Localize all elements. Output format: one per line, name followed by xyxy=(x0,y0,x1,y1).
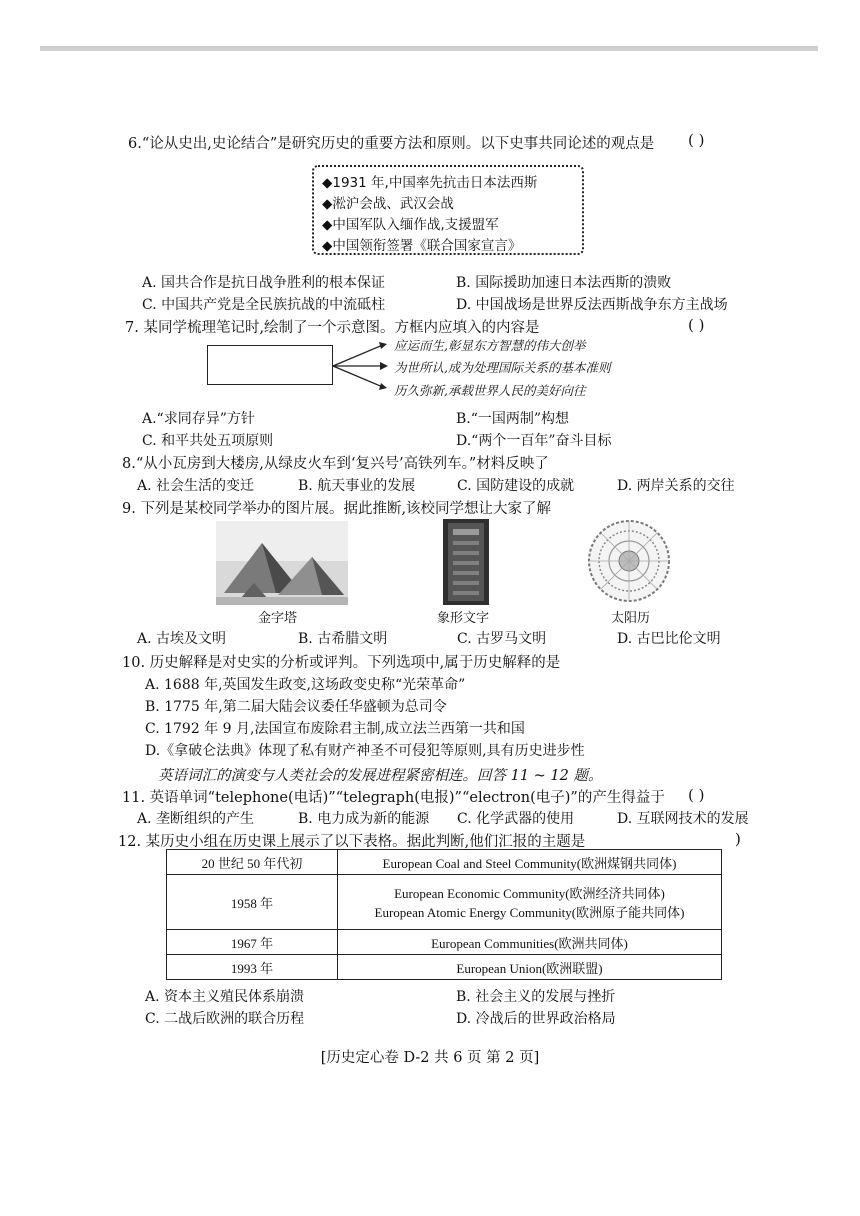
q7-branch-3: 历久弥新,承载世界人民的美好向往 xyxy=(394,383,586,398)
q7-blank-box xyxy=(207,345,333,385)
q12-option-c: C. 二战后欧洲的联合历程 xyxy=(145,1011,305,1027)
table-org-cell xyxy=(338,875,722,930)
scan-top-border xyxy=(40,46,818,51)
q6-fact-2: ◆淞沪会战、武汉会战 xyxy=(322,196,454,212)
q9-caption-hieroglyph: 象形文字 xyxy=(437,611,490,626)
page-footer: [历史定心卷 D-2 共 6 页 第 2 页] xyxy=(320,1050,540,1066)
table-year-cell: 1993 年 xyxy=(167,955,338,980)
q12-option-a: A. 资本主义殖民体系崩溃 xyxy=(145,989,305,1005)
q8-stem: 8.“从小瓦房到大楼房,从绿皮火车到‘复兴号’高铁列车。”材料反映了 xyxy=(122,456,549,472)
table-row xyxy=(167,850,722,875)
q12-option-b: B. 社会主义的发展与挫折 xyxy=(456,989,616,1005)
q6-option-b: B. 国际援助加速日本法西斯的溃败 xyxy=(456,275,672,291)
q9-stem: 9. 下列是某校同学举办的图片展。据此推断,该校同学想让大家了解 xyxy=(122,501,552,517)
table-row xyxy=(167,955,722,980)
q7-stem: 7. 某同学梳理笔记时,绘制了一个示意图。方框内应填入的内容是 xyxy=(125,320,540,336)
q10-option-b: B. 1775 年,第二届大陆会议委任华盛顿为总司令 xyxy=(145,699,447,715)
q12-stem: 12. 某历史小组在历史课上展示了以下表格。据此判断,他们汇报的主题是 xyxy=(118,834,586,850)
q10-stem: 10. 历史解释是对史实的分析或评判。下列选项中,属于历史解释的是 xyxy=(122,655,561,671)
q7-answer-paren: ( ) xyxy=(688,316,705,334)
q8-option-a: A. 社会生活的变迁 xyxy=(137,478,255,494)
q11-stem: 11. 英语单词“telephone(电话)”“telegraph(电报)”“electron(电子)”的产生得益于 xyxy=(122,790,665,806)
table-org-cell: European Coal and Steel Community(欧洲煤钢共同体) xyxy=(338,850,722,875)
q6-fact-4: ◆中国领衔签署《联合国家宣言》 xyxy=(322,238,522,254)
table-year-cell: 20 世纪 50 年代初 xyxy=(167,850,338,875)
q9-option-d: D. 古巴比伦文明 xyxy=(617,631,721,647)
q6-option-c: C. 中国共产党是全民族抗战的中流砥柱 xyxy=(142,297,386,313)
q9-option-c: C. 古罗马文明 xyxy=(457,631,547,647)
hieroglyph-stele-image xyxy=(443,519,489,605)
q12-answer-paren: ) xyxy=(735,830,741,848)
table-org-cell: European Communities(欧洲共同体) xyxy=(338,930,722,955)
q11-option-d: D. 互联网技术的发展 xyxy=(617,811,749,827)
q7-option-b: B.“一国两制”构想 xyxy=(456,411,570,427)
q11-option-c: C. 化学武器的使用 xyxy=(457,811,575,827)
q6-facts-box xyxy=(312,165,584,255)
q6-answer-paren: ( ) xyxy=(688,131,705,149)
table-org-cell: European Union(欧洲联盟) xyxy=(338,955,722,980)
q6-option-d: D. 中国战场是世界反法西斯战争东方主战场 xyxy=(456,297,728,313)
q9-caption-pyramid: 金字塔 xyxy=(258,611,298,626)
q9-option-a: A. 古埃及文明 xyxy=(137,631,227,647)
q7-branch-2: 为世所认,成为处理国际关系的基本准则 xyxy=(394,360,611,375)
table-year-cell: 1958 年 xyxy=(167,875,338,930)
q11-option-b: B. 电力成为新的能源 xyxy=(298,811,430,827)
q11-answer-paren: ( ) xyxy=(688,786,705,804)
q6-stem: 6.“论从史出,史论结合”是研究历史的重要方法和原则。以下史事共同论述的观点是 xyxy=(128,136,655,152)
q6-fact-3: ◆中国军队入缅作战,支援盟军 xyxy=(322,217,499,233)
q9-option-b: B. 古希腊文明 xyxy=(298,631,388,647)
table-row xyxy=(167,875,722,930)
q10-option-a: A. 1688 年,英国发生政变,这场政变史称“光荣革命” xyxy=(145,677,466,693)
q7-option-d: D.“两个一百年”奋斗目标 xyxy=(456,433,612,449)
q7-branch-1: 应运而生,彰显东方智慧的伟大创举 xyxy=(394,338,586,353)
q12-option-d: D. 冷战后的世界政治格局 xyxy=(456,1011,616,1027)
intro-11-12: 英语词汇的演变与人类社会的发展进程紧密相连。回答 11 ~ 12 题。 xyxy=(158,768,603,784)
table-year-cell: 1967 年 xyxy=(167,930,338,955)
q8-option-d: D. 两岸关系的交往 xyxy=(617,478,735,494)
q8-option-b: B. 航天事业的发展 xyxy=(298,478,416,494)
table-org-line: European Economic Community(欧洲经济共同体) xyxy=(394,886,665,901)
table-row xyxy=(167,930,722,955)
q6-option-a: A. 国共合作是抗日战争胜利的根本保证 xyxy=(142,275,386,291)
q7-branch-arrows xyxy=(333,338,393,394)
q11-option-a: A. 垄断组织的产生 xyxy=(137,811,255,827)
q10-option-c: C. 1792 年 9 月,法国宣布废除君主制,成立法兰西第一共和国 xyxy=(145,721,525,737)
table-org-line: European Atomic Energy Community(欧洲原子能共同体) xyxy=(374,905,685,920)
q9-caption-solar-calendar: 太阳历 xyxy=(611,611,651,626)
solar-calendar-image xyxy=(584,517,674,605)
q10-option-d: D.《拿破仑法典》体现了私有财产神圣不可侵犯等原则,具有历史进步性 xyxy=(145,743,585,759)
q6-fact-1: ◆1931 年,中国率先抗击日本法西斯 xyxy=(322,175,538,191)
q12-eu-table xyxy=(166,849,722,980)
pyramid-image xyxy=(216,521,348,605)
q8-option-c: C. 国防建设的成就 xyxy=(457,478,575,494)
q7-option-a: A.“求同存异”方针 xyxy=(142,411,255,427)
q7-option-c: C. 和平共处五项原则 xyxy=(142,433,274,449)
